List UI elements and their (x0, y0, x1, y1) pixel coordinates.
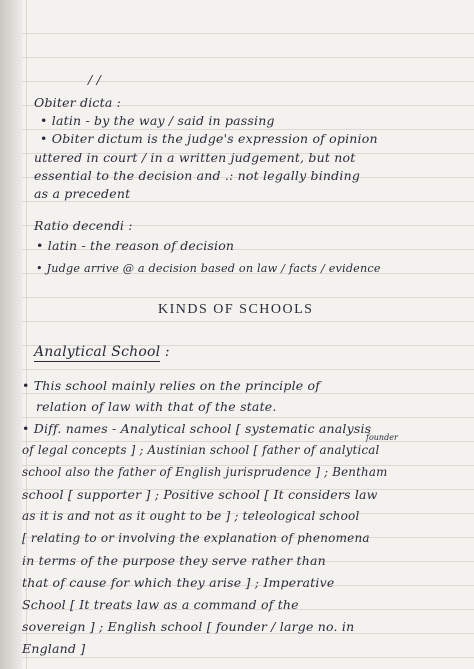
analytical-line-7: as it is and not as it ought to be ] ; teleological school (22, 509, 360, 523)
analytical-line-5: school also the father of English jurisprudence ] ; Bentham (22, 465, 388, 479)
ratio-line-2: • Judge arrive @ a decision based on law / facts / evidence (36, 262, 381, 275)
obiter-line-3: uttered in court / in a written judgement, but not (34, 150, 356, 165)
analytical-line-10: that of cause for which they arise ] ; Imperative (22, 575, 335, 590)
margin-line (26, 0, 27, 669)
founder-note: founder (366, 433, 398, 442)
analytical-line-9: in terms of the purpose they serve rather than (22, 553, 326, 568)
page-spine-shadow (0, 0, 22, 669)
ratio-title: Ratio decendi : (34, 218, 133, 233)
analytical-line-12: sovereign ] ; English school [ founder / large no. in (22, 619, 355, 634)
analytical-line-1: • This school mainly relies on the principle of (22, 378, 321, 393)
analytical-line-13: England ] (22, 641, 86, 656)
header-marks: / / (88, 72, 101, 87)
obiter-line-2: • Obiter dictum is the judge's expression of opinion (40, 131, 378, 146)
analytical-line-11: School [ It treats law as a command of the (22, 597, 299, 612)
obiter-line-5: as a precedent (34, 186, 131, 201)
analytical-line-3: • Diff. names - Analytical school [ systematic analysis (22, 421, 372, 436)
obiter-line-1: • latin - by the way / said in passing (40, 113, 275, 128)
analytical-title: Analytical School (34, 344, 161, 360)
analytical-title-colon: : (164, 344, 170, 360)
analytical-title-row (34, 344, 170, 360)
obiter-line-4: essential to the decision and .: not legally binding (34, 168, 361, 183)
analytical-line-4: of legal concepts ] ; Austinian school [ father of analytical (22, 443, 380, 457)
obiter-title: Obiter dicta : (34, 95, 122, 110)
analytical-line-8: [ relating to or involving the explanation of phenomena (22, 531, 370, 545)
ratio-line-1: • latin - the reason of decision (36, 238, 235, 253)
section-heading: KINDS OF SCHOOLS (158, 302, 314, 317)
analytical-line-2: relation of law with that of the state. (36, 399, 277, 414)
analytical-line-6: school [ supporter ] ; Positive school [ It considers law (22, 487, 378, 502)
